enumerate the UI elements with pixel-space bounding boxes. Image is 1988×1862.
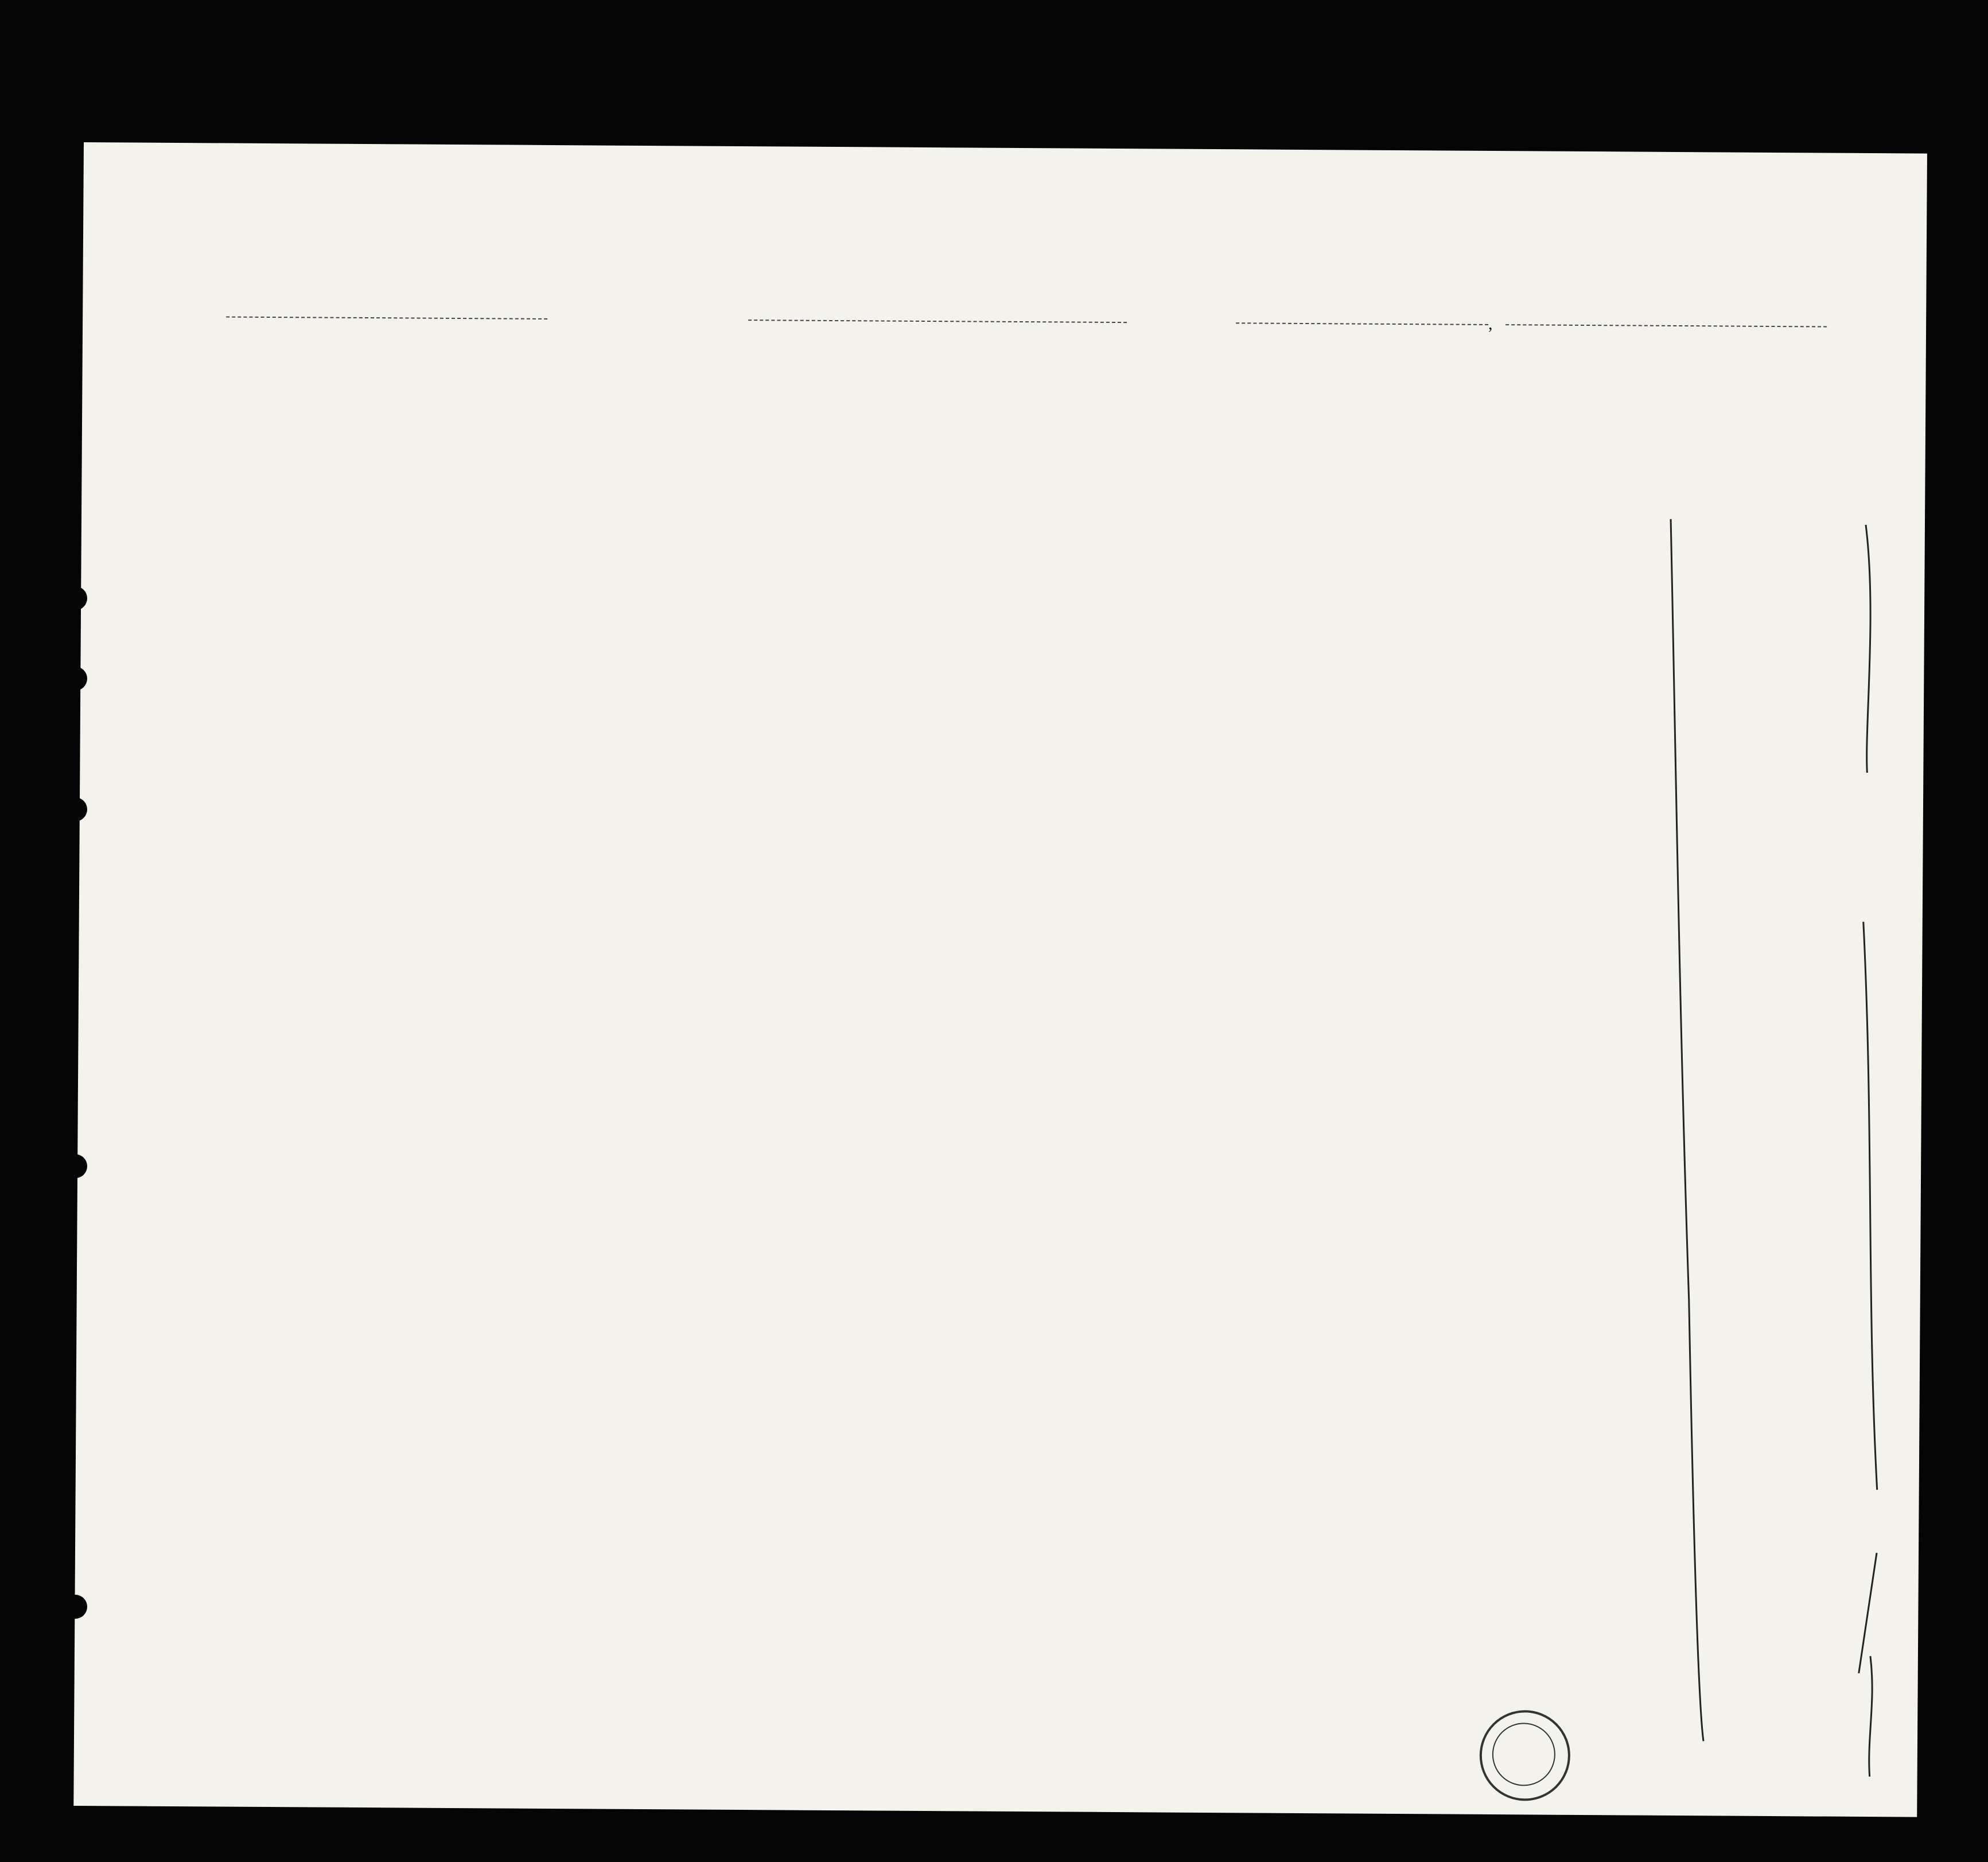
punch-hole	[63, 1595, 87, 1619]
punch-hole	[63, 1154, 87, 1178]
punch-hole	[63, 667, 87, 691]
port-stamp	[1479, 1710, 1570, 1801]
manifest-grid	[73, 142, 1927, 1817]
manifest-sheet: ,	[73, 142, 1927, 1817]
punch-hole	[63, 586, 87, 610]
punch-hole	[63, 797, 87, 821]
